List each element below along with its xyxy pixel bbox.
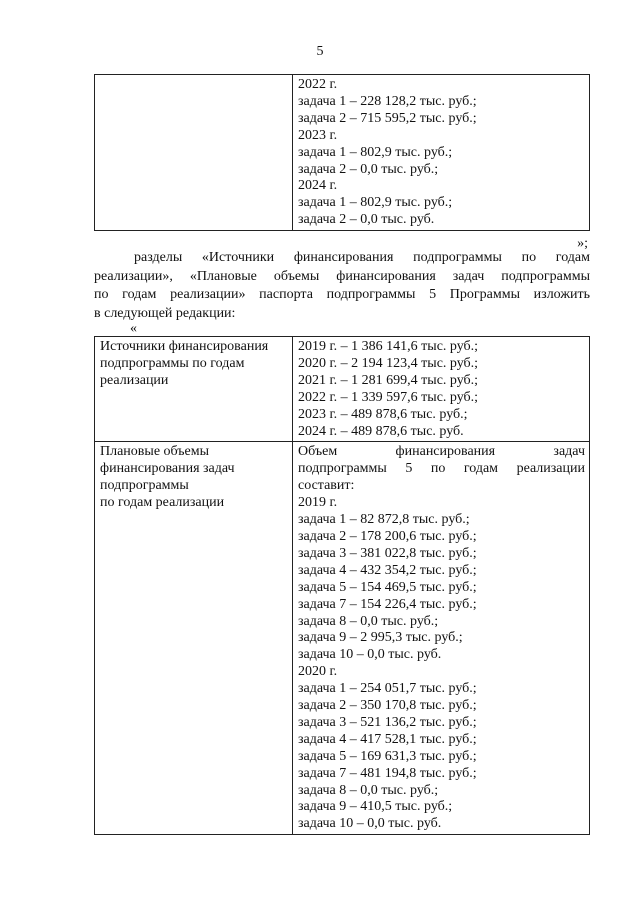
value-line: 2021 г. – 1 281 699,4 тыс. руб.; bbox=[298, 372, 479, 388]
label-line: подпрограммы по годам bbox=[100, 355, 245, 371]
funding-table bbox=[94, 336, 590, 835]
table-cell-label bbox=[95, 337, 293, 442]
value-line: задача 5 – 154 469,5 тыс. руб.; bbox=[298, 579, 477, 595]
value-line: задача 2 – 0,0 тыс. руб.; bbox=[298, 161, 439, 177]
table-cell-values bbox=[293, 337, 590, 442]
label-line: по годам реализации bbox=[100, 495, 225, 511]
value-line: 2020 г. bbox=[298, 664, 338, 680]
page-number: 5 bbox=[316, 44, 324, 59]
value-line: задача 1 – 802,9 тыс. руб.; bbox=[298, 195, 453, 211]
value-line: задача 7 – 481 194,8 тыс. руб.; bbox=[298, 765, 477, 781]
label-line: Плановые объемы bbox=[100, 444, 210, 460]
paragraph-line: в следующей редакции: bbox=[94, 305, 236, 321]
value-line: задача 8 – 0,0 тыс. руб.; bbox=[298, 613, 439, 629]
value-line: 2023 г. bbox=[298, 127, 338, 143]
value-line: задача 10 – 0,0 тыс. руб. bbox=[298, 647, 442, 663]
table-row bbox=[95, 442, 590, 835]
table-cell-empty bbox=[95, 75, 293, 231]
intro-line: составит: bbox=[298, 478, 355, 494]
value-line: задача 2 – 178 200,6 тыс. руб.; bbox=[298, 528, 477, 544]
body-paragraph bbox=[94, 249, 590, 323]
table-cell-values bbox=[293, 75, 590, 231]
value-line: 2023 г. – 489 878,6 тыс. руб.; bbox=[298, 406, 468, 422]
value-line: 2019 г. bbox=[298, 495, 338, 511]
value-line: задача 2 – 715 595,2 тыс. руб.; bbox=[298, 110, 477, 126]
table-cell-label bbox=[95, 442, 293, 835]
closing-quote: »; bbox=[577, 236, 588, 251]
value-line: задача 9 – 410,5 тыс. руб.; bbox=[298, 799, 453, 815]
value-line: задача 4 – 432 354,2 тыс. руб.; bbox=[298, 562, 477, 578]
value-line: задача 1 – 254 051,7 тыс. руб.; bbox=[298, 681, 477, 697]
value-line: задача 1 – 82 872,8 тыс. руб.; bbox=[298, 512, 470, 528]
value-line: 2022 г. – 1 339 597,6 тыс. руб.; bbox=[298, 389, 479, 405]
value-line: задача 5 – 169 631,3 тыс. руб.; bbox=[298, 748, 477, 764]
label-line: реализации bbox=[100, 372, 169, 388]
label-line: финансирования задач bbox=[100, 461, 235, 477]
value-line: 2024 г. bbox=[298, 178, 338, 194]
value-line: задача 3 – 381 022,8 тыс. руб.; bbox=[298, 545, 477, 561]
value-line: задача 1 – 802,9 тыс. руб.; bbox=[298, 144, 453, 160]
value-line: задача 7 – 154 226,4 тыс. руб.; bbox=[298, 596, 477, 612]
value-line: задача 2 – 0,0 тыс. руб. bbox=[298, 212, 435, 228]
intro-line: Объем финансирования задач bbox=[298, 444, 585, 460]
table-row bbox=[95, 337, 590, 442]
value-line: задача 2 – 350 170,8 тыс. руб.; bbox=[298, 698, 477, 714]
paragraph-line: разделы «Источники финансирования подпрограммы по годам bbox=[134, 250, 590, 265]
value-line: задача 1 – 228 128,2 тыс. руб.; bbox=[298, 93, 477, 109]
value-line: задача 4 – 417 528,1 тыс. руб.; bbox=[298, 731, 477, 747]
value-line: 2019 г. – 1 386 141,6 тыс. руб.; bbox=[298, 339, 479, 354]
label-line: подпрограммы bbox=[100, 478, 189, 494]
value-line: задача 3 – 521 136,2 тыс. руб.; bbox=[298, 714, 477, 730]
paragraph-line: по годам реализации» паспорта подпрограммы 5 Программы изложить bbox=[94, 287, 590, 302]
value-line: задача 9 – 2 995,3 тыс. руб.; bbox=[298, 630, 463, 646]
value-line: задача 8 – 0,0 тыс. руб.; bbox=[298, 782, 439, 798]
value-line: 2024 г. – 489 878,6 тыс. руб. bbox=[298, 423, 464, 439]
value-line: 2020 г. – 2 194 123,4 тыс. руб.; bbox=[298, 355, 479, 371]
intro-line: подпрограммы 5 по годам реализации bbox=[298, 461, 585, 477]
paragraph-line: реализации», «Плановые объемы финансирования задач подпрограммы bbox=[94, 268, 590, 284]
value-line: 2022 г. bbox=[298, 77, 338, 92]
opening-quote: « bbox=[130, 321, 137, 336]
table-row bbox=[95, 75, 590, 231]
label-line: Источники финансирования bbox=[100, 339, 269, 354]
value-line: задача 10 – 0,0 тыс. руб. bbox=[298, 816, 442, 832]
table-cell-values bbox=[293, 442, 590, 835]
funding-table-continued bbox=[94, 74, 590, 231]
